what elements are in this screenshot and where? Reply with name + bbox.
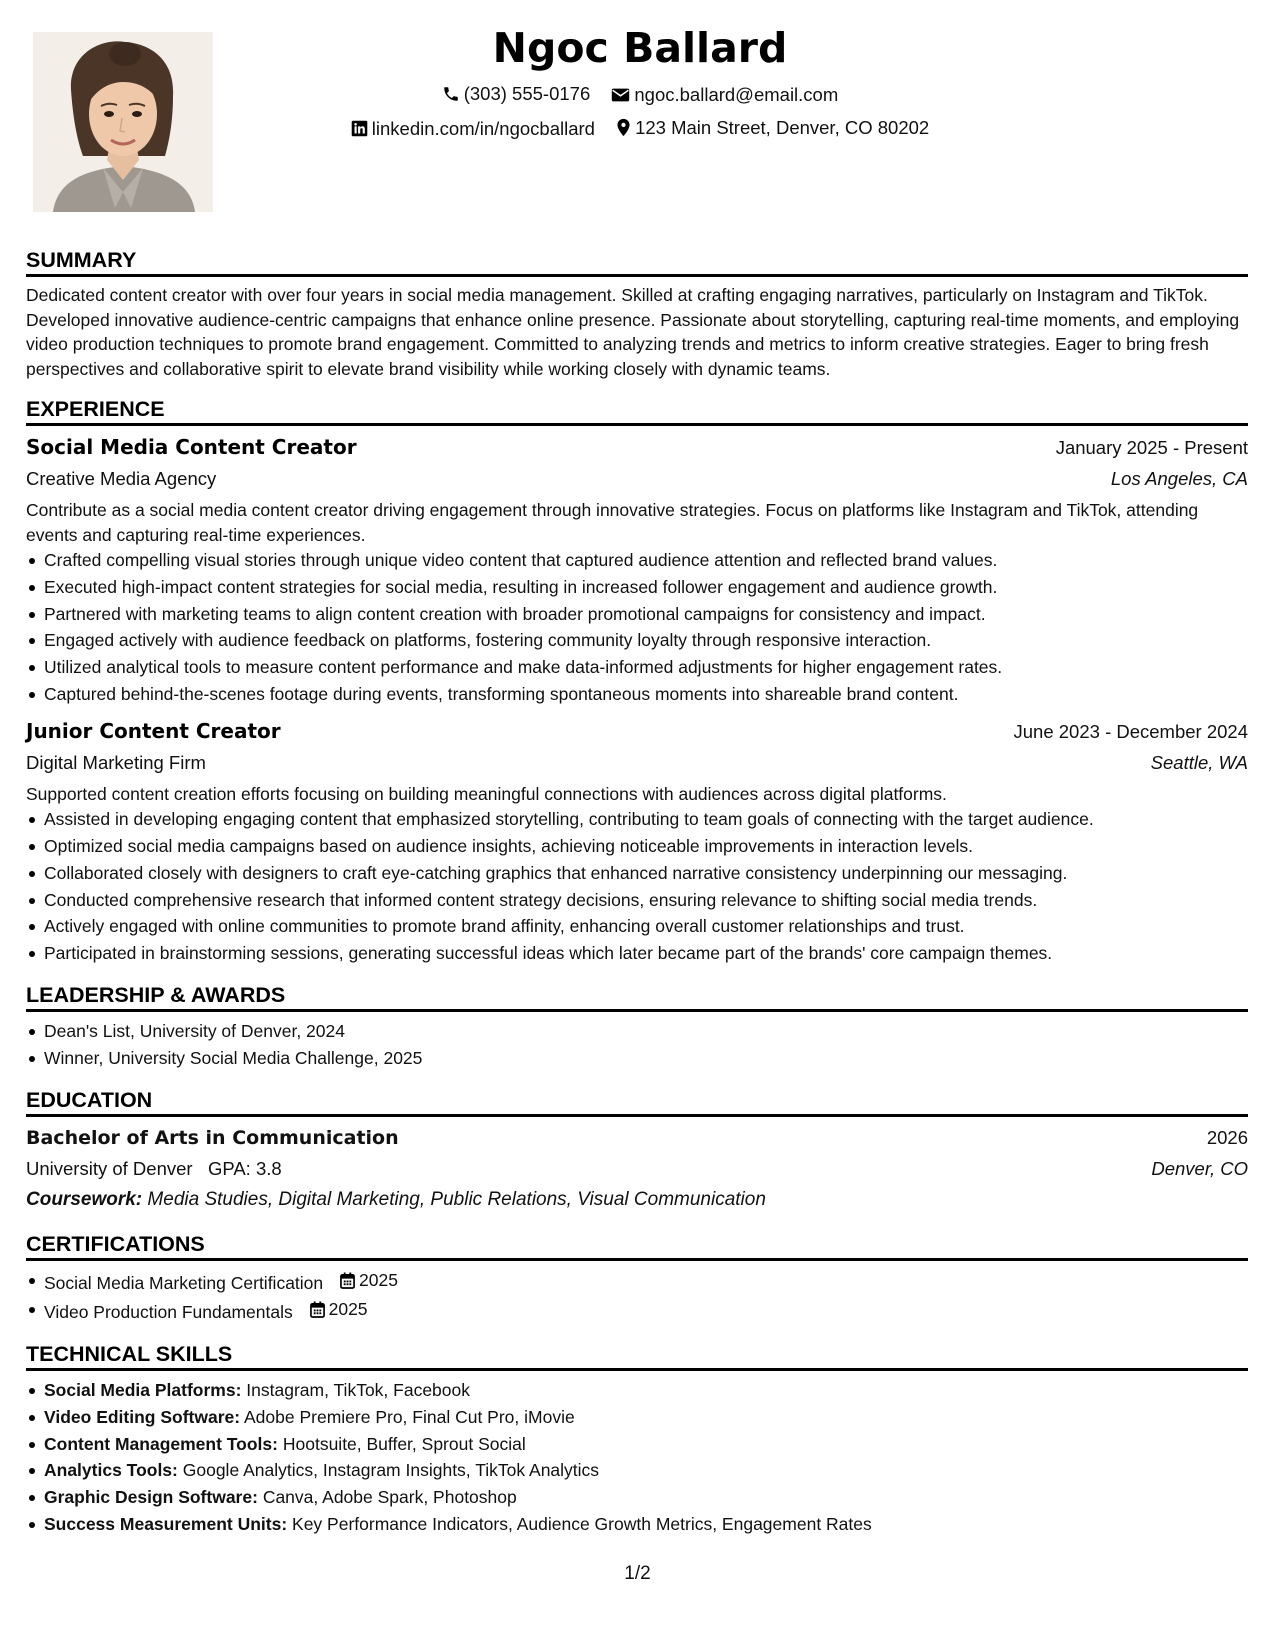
portrait-image (33, 32, 213, 212)
candidate-name: Ngoc Ballard (492, 24, 788, 72)
list-item: Crafted compelling visual stories through unique video content that captured audience attention and reflected brand values. (26, 547, 1248, 574)
email-address: ngoc.ballard@email.com (634, 84, 839, 105)
job-location: Los Angeles, CA (1110, 468, 1248, 489)
job-title-row (26, 716, 1248, 747)
summary-text: Dedicated content creator with over four years in social media management. Skilled at crafting engaging narratives, particularly on Instagram and TikTok. Developed innovative audience-centric campaigns that enhance online presence. Passionate about storytelling, capturing real-time moments, and employing video production techniques to promote brand engagement. Committed to analyzing trends and metrics to inform creative strategies. Eager to bring fresh perspectives and collaborative spirit to elevate brand visibility while working closely with dynamic teams. (26, 285, 1240, 379)
gpa: GPA: 3.8 (207, 1157, 282, 1179)
skill-value: Google Analytics, Instagram Insights, TikTok Analytics (182, 1460, 600, 1481)
skill-value: Instagram, TikTok, Facebook (246, 1380, 471, 1401)
list-item: Engaged actively with audience feedback on platforms, fostering community loyalty through responsive interaction. (26, 627, 1248, 654)
section-header (26, 395, 1248, 426)
contact-line-1 (240, 78, 1040, 112)
skill-value: Hootsuite, Buffer, Sprout Social (282, 1433, 526, 1454)
coursework-list: Media Studies, Digital Marketing, Public Relations, Visual Communication (147, 1188, 766, 1210)
section-header (26, 1086, 1248, 1117)
job-entry (26, 432, 1248, 708)
list-item: Utilized analytical tools to measure content performance and make data-informed adjustments for higher engagement rates. (26, 654, 1248, 681)
skill-value: Adobe Premiere Pro, Final Cut Pro, iMovie (244, 1406, 575, 1427)
leadership-section (26, 981, 1248, 1072)
section-header (26, 1230, 1248, 1261)
section-header (26, 981, 1248, 1012)
section-header (26, 246, 1248, 277)
list-item: Conducted comprehensive research that informed content strategy decisions, ensuring relevance to shifting social media trends. (26, 887, 1248, 914)
map-pin-icon (616, 118, 631, 137)
linkedin-url: linkedin.com/in/ngocballard (371, 117, 595, 139)
experience-section (26, 395, 1248, 967)
skill-value: Canva, Adobe Spark, Photoshop (262, 1487, 517, 1508)
skill-label: Content Management Tools: (44, 1433, 278, 1454)
education-degree-row (26, 1123, 1248, 1153)
list-item (26, 1267, 1248, 1297)
page-number: 1/2 (624, 1563, 651, 1584)
skill-label: Social Media Platforms: (44, 1380, 242, 1401)
phone-number: (303) 555-0176 (463, 83, 591, 104)
list-item: Assisted in developing engaging content that emphasized storytelling, contributing to team goals of connecting with the target audience. (26, 806, 1248, 833)
education-section (26, 1086, 1248, 1216)
profile-photo (33, 32, 213, 212)
list-item: Partnered with marketing teams to align content creation with broader promotional campaigns for consistency and impact. (26, 601, 1248, 628)
list-item (26, 1457, 1248, 1484)
list-item: Optimized social media campaigns based on audience insights, achieving noticeable improvements in interaction levels. (26, 833, 1248, 860)
linkedin-icon (351, 120, 368, 137)
certification-date (310, 1296, 368, 1323)
coursework-line (26, 1184, 1248, 1216)
list-item: Dean's List, University of Denver, 2024 (26, 1018, 1248, 1045)
job-bullets (26, 547, 1248, 708)
job-dates: January 2025 - Present (1055, 437, 1248, 458)
job-description: Contribute as a social media content creator driving engagement through innovative strategies. Focus on platforms like Instagram and TikTok, attending events and capturing real-time experiences. (26, 500, 1199, 545)
certification-date (340, 1267, 398, 1294)
skill-label: Graphic Design Software: (44, 1487, 258, 1508)
summary-section (26, 246, 1248, 381)
job-company-row (26, 463, 1248, 494)
list-item: Collaborated closely with designers to craft eye-catching graphics that enhanced narrative consistency underpinning our messaging. (26, 860, 1248, 887)
contact-line-2 (240, 112, 1040, 146)
section-title: EXPERIENCE (26, 397, 165, 421)
certifications-list (26, 1267, 1248, 1326)
list-item: Actively engaged with online communities to promote brand affinity, enhancing overall customer relationships and trust. (26, 913, 1248, 940)
degree-name: Bachelor of Arts in Communication (26, 1126, 399, 1149)
list-item: Captured behind-the-scenes footage during events, transforming spontaneous moments into shareable brand content. (26, 681, 1248, 708)
job-entry (26, 716, 1248, 967)
section-title: SUMMARY (26, 248, 137, 272)
phone-icon (442, 85, 460, 103)
awards-list (26, 1018, 1248, 1072)
job-title: Social Media Content Creator (26, 435, 357, 459)
address-contact (616, 112, 929, 143)
skill-label: Video Editing Software: (44, 1406, 241, 1427)
calendar-icon (340, 1272, 355, 1289)
job-company-row (26, 747, 1248, 778)
graduation-year: 2026 (1206, 1126, 1248, 1148)
certifications-section (26, 1230, 1248, 1326)
list-item: Participated in brainstorming sessions, generating successful ideas which later became part of the brands' core campaign themes. (26, 940, 1248, 967)
certification-year: 2025 (359, 1269, 398, 1290)
job-title-row (26, 432, 1248, 463)
list-item (26, 1511, 1248, 1538)
list-item: Winner, University Social Media Challenge, 2025 (26, 1045, 1248, 1072)
street-address: 123 Main Street, Denver, CO 80202 (635, 116, 930, 138)
skill-label: Success Measurement Units: (44, 1514, 288, 1535)
job-bullets (26, 806, 1248, 967)
phone-contact (442, 78, 591, 109)
job-title: Junior Content Creator (26, 718, 281, 743)
envelope-icon (611, 87, 630, 103)
resume-body (26, 246, 1248, 1552)
calendar-icon (310, 1301, 325, 1318)
skills-section (26, 1340, 1248, 1538)
skill-value: Key Performance Indicators, Audience Growth Metrics, Engagement Rates (292, 1514, 872, 1535)
list-item (26, 1296, 1248, 1326)
section-title: EDUCATION (26, 1087, 153, 1112)
resume-header (240, 18, 1040, 146)
list-item: Executed high-impact content strategies for social media, resulting in increased follower engagement and audience growth. (26, 574, 1248, 601)
school-info (26, 1153, 282, 1184)
section-title: TECHNICAL SKILLS (26, 1342, 233, 1367)
job-description: Supported content creation efforts focusing on building meaningful connections with audiences across digital platforms. (26, 783, 947, 804)
section-header (26, 1340, 1248, 1371)
linkedin-contact (351, 113, 595, 144)
email-contact (611, 79, 838, 110)
list-item (26, 1377, 1248, 1404)
certification-name: Video Production Fundamentals (44, 1302, 293, 1323)
job-dates: June 2023 - December 2024 (1013, 720, 1248, 742)
coursework-label: Coursework: (26, 1188, 143, 1210)
section-title: LEADERSHIP & AWARDS (26, 983, 286, 1008)
list-item (26, 1404, 1248, 1431)
certification-year: 2025 (328, 1299, 368, 1320)
school-location: Denver, CO (1151, 1157, 1248, 1179)
list-item (26, 1484, 1248, 1511)
skills-list (26, 1377, 1248, 1538)
list-item (26, 1431, 1248, 1458)
education-school-row (26, 1153, 1248, 1184)
job-location: Seattle, WA (1150, 751, 1248, 773)
skill-label: Analytics Tools: (44, 1460, 178, 1481)
school-name: University of Denver (26, 1157, 193, 1179)
job-company: Creative Media Agency (26, 468, 217, 489)
section-title: CERTIFICATIONS (26, 1231, 205, 1256)
job-company: Digital Marketing Firm (26, 751, 206, 773)
certification-name: Social Media Marketing Certification (44, 1272, 324, 1293)
